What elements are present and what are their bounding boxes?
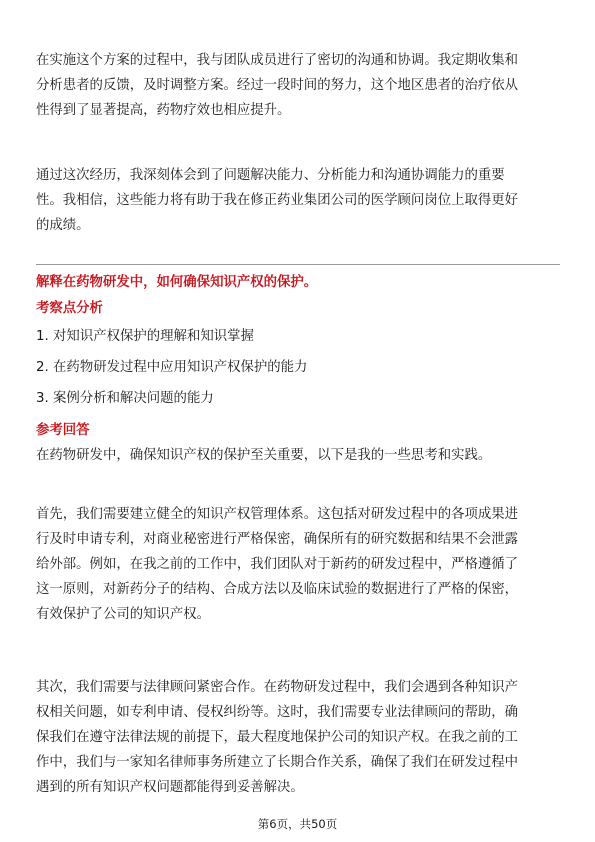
page-number: 第6页，共50页 [257, 817, 338, 831]
list-item: 1. 对知识产权保护的理解和知识掌握 [36, 329, 254, 344]
text-line: 行及时申请专利，对商业秘密进行严格保密，确保所有的研究数据和结果不会泄露 [36, 532, 519, 547]
text-line: 遇到的所有知识产权问题都能得到妥善解决。 [36, 780, 304, 795]
text-line: 的成绩。 [36, 218, 90, 233]
text-line: 通过这次经历，我深刻体会到了问题解决能力、分析能力和沟通协调能力的重要 [36, 168, 505, 183]
text-line: 这一原则，对新药分子的结构、合成方法以及临床试验的数据进行了严格的保密， [36, 582, 519, 597]
text-line: 其次，我们需要与法律顾问紧密合作。在药物研发过程中，我们会遇到各种知识产 [36, 680, 519, 695]
text-line: 权相关问题，如专利申请、侵权纠纷等。这时，我们需要专业法律顾问的帮助，确 [36, 705, 519, 720]
answer-paragraph-1 [36, 443, 559, 468]
answer-paragraph-2 [36, 502, 559, 627]
text-line: 在药物研发中，确保知识产权的保护至关重要，以下是我的一些思考和实践。 [36, 448, 492, 463]
text-line: 给外部。例如，在我之前的工作中，我们团队对于新药的研发过程中，严格遵循了 [36, 557, 519, 572]
text-line: 分析患者的反馈，及时调整方案。经过一段时间的努力，这个地区患者的治疗依从 [36, 78, 519, 93]
answer-heading: 参考回答 [36, 423, 90, 438]
intro-paragraph-1 [36, 48, 559, 123]
analysis-heading: 考察点分析 [36, 301, 103, 316]
list-item: 3. 案例分析和解决问题的能力 [36, 391, 214, 406]
text-line: 有效保护了公司的知识产权。 [36, 607, 211, 622]
answer-paragraph-3 [36, 675, 559, 800]
text-line: 性。我相信，这些能力将有助于我在修正药业集团公司的医学顾问岗位上取得更好 [36, 193, 519, 208]
analysis-points-list [36, 324, 559, 417]
text-line: 性得到了显著提高，药物疗效也相应提升。 [36, 103, 291, 118]
question-title: 解释在药物研发中，如何确保知识产权的保护。 [36, 275, 318, 290]
text-line: 在实施这个方案的过程中，我与团队成员进行了密切的沟通和协调。我定期收集和 [36, 53, 519, 68]
list-item: 2. 在药物研发过程中应用知识产权保护的能力 [36, 360, 308, 375]
text-line: 保我们在遵守法律法规的前提下，最大程度地保护公司的知识产权。在我之前的工 [36, 730, 519, 745]
text-line: 首先，我们需要建立健全的知识产权管理体系。这包括对研发过程中的各项成果进 [36, 507, 519, 522]
section-divider [36, 264, 560, 265]
intro-paragraph-2 [36, 163, 559, 238]
text-line: 作中，我们与一家知名律师事务所建立了长期合作关系，确保了我们在研发过程中 [36, 755, 519, 770]
